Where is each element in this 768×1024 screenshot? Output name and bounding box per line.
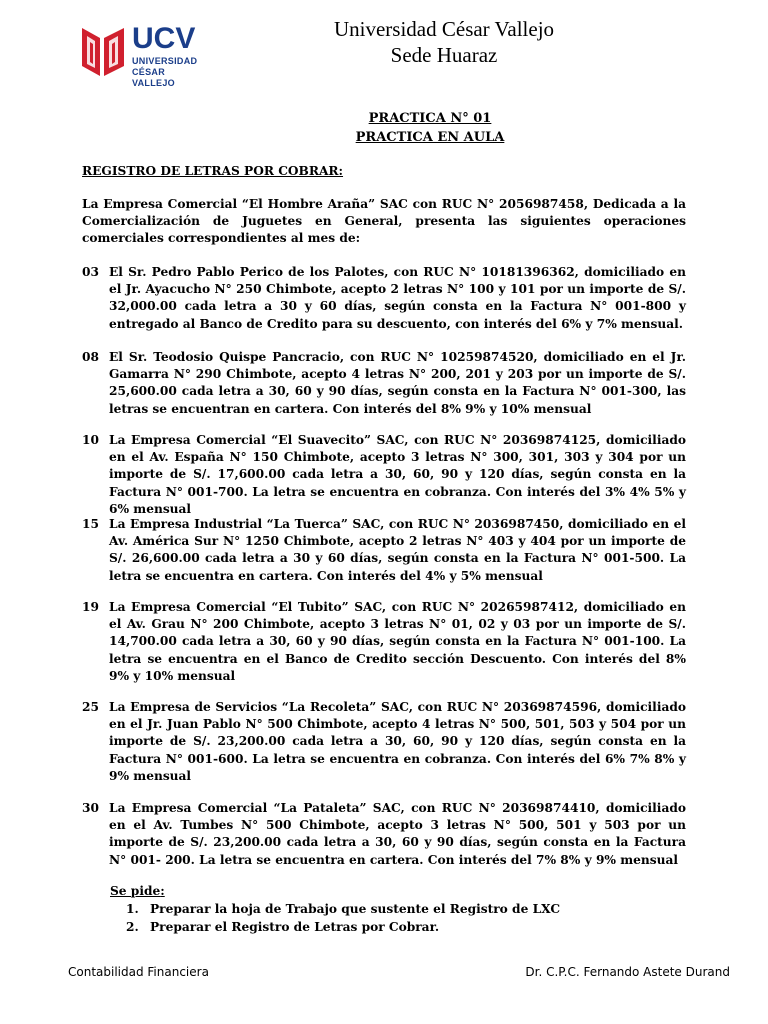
operation-text: La Empresa de Servicios “La Recoleta” SAC, con RUC N° 20369874596, domiciliado en el Jr. Juan Pablo N° 500 Chimbote, acepto 4 letras N° 500, 501, 503 y 504 por un importe de S/. 23,200.00 cada letra a 30, 60, 90 y 120 días, según consta en la Factura N° 001-600. La letra se encuentra en cobranza. Con interés del 6% 7% 8% y 9% mensual xyxy=(109,700,686,783)
intro-paragraph: La Empresa Comercial “El Hombre Araña” SAC con RUC N° 2056987458, Dedicada a la Comercialización de Juguetes en General, presenta las siguientes operaciones comerciales correspondientes al mes de: xyxy=(82,197,686,246)
requirements-heading xyxy=(110,884,165,898)
requirement-text: Preparar el Registro de Letras por Cobrar. xyxy=(150,919,440,934)
operation-item xyxy=(82,432,686,518)
logo-subtitle-line2: CÉSAR VALLEJO xyxy=(132,67,175,88)
operation-text: La Empresa Industrial “La Tuerca” SAC, con RUC N° 2036987450, domiciliado en el Av. América Sur N° 1250 Chimbote, acepto 2 letras N° 403 y 404 por un importe de S/. 26,600.00 cada letra a 30 y 60 días, según consta en la Factura N° 001-500. La letra se encuentra en cartera. Con interés del 4% y 5% mensual xyxy=(109,517,686,583)
operation-day: 25 xyxy=(82,700,99,714)
logo-subtitle-line1: UNIVERSIDAD xyxy=(132,56,198,66)
university-name: Universidad César Vallejo xyxy=(333,17,555,41)
ucv-logo xyxy=(80,22,198,88)
operation-day: 08 xyxy=(82,350,99,364)
requirement-number: 1. xyxy=(126,902,139,916)
requirement-text: Preparar la hoja de Trabajo que sustente el Registro de LXC xyxy=(150,902,561,916)
operation-item xyxy=(82,699,686,785)
operation-text: El Sr. Teodosio Quispe Pancracio, con RUC N° 10259874520, domiciliado en el Jr. Gamarra N° 290 Chimbote, acepto 4 letras N° 200, 201 y 203 por un importe de S/. 25,600.00 cada letra a 30, 60 y 90 días, según consta en la Factura N° 001-300, las letras se encuentran en cartera. Con interés del 8% 9% y 10% mensual xyxy=(109,350,686,416)
operation-day: 03 xyxy=(82,265,99,279)
operation-text: La Empresa Comercial “El Tubito” SAC, con RUC N° 20265987412, domiciliado en el Av. Grau N° 200 Chimbote, acepto 3 letras N° 01, 02 y 03 por un importe de S/. 14,700.00 cada letra a 30, 60 y 90 días, según consta en la Factura N° 001-100. La letra se encuentra en el Banco de Credito sección Descuento. Con interés del 8% 9% y 10% mensual xyxy=(109,600,686,683)
requirement-number: 2. xyxy=(126,919,139,934)
requirements-label: Se pide xyxy=(110,884,161,898)
operation-text: La Empresa Comercial “El Suavecito” SAC, con RUC N° 20369874125, domiciliado en el Av. España N° 150 Chimbote, acepto 3 letras N° 300, 301, 303 y 304 por un importe de S/. 17,600.00 cada letra a 30, 60, 90 y 120 días, según consta en la Factura N° 001-700. La letra se encuentra en cobranza. Con interés del 3% 4% 5% y 6% mensual xyxy=(109,433,686,516)
university-heading xyxy=(314,16,574,68)
ucv-logo-mark-icon xyxy=(80,24,126,80)
operation-day: 15 xyxy=(82,517,99,531)
university-campus: Sede Huaraz xyxy=(390,43,498,67)
requirement-item xyxy=(126,901,560,919)
operation-item xyxy=(82,800,686,869)
practice-type-title: PRACTICA EN AULA xyxy=(355,130,505,145)
operation-text: El Sr. Pedro Pablo Perico de los Palotes, con RUC N° 10181396362, domiciliado en el Jr. Ayacucho N° 250 Chimbote, acepto 2 letras N° 100 y 101 por un importe de S/. 32,000.00 cada letra a 30 y 60 días, según consta en la Factura N° 001-800 y entregado al Banco de Credito para su descuento, con interés del 6% y 7% mensual. xyxy=(109,265,686,331)
operation-day: 30 xyxy=(82,801,99,815)
logo-text: UCV xyxy=(132,22,196,55)
logo-subtitle xyxy=(132,56,197,89)
operation-item xyxy=(82,264,686,333)
operation-text: La Empresa Comercial “La Pataleta” SAC, con RUC N° 20369874410, domiciliado en el Av. Tumbes N° 500 Chimbote, acepto 3 letras N° 500, 501 y 503 por un importe de S/. 23,200.00 cada letra a 30, 60 y 90 días, según consta en la Factura N° 001- 200. La letra se encuentra en cartera. Con interés del 7% 8% y 9% mensual xyxy=(109,801,686,867)
operation-item xyxy=(82,516,686,585)
footer-author: Dr. C.P.C. Fernando Astete Durand xyxy=(525,965,730,979)
operation-day: 10 xyxy=(82,433,99,447)
operation-item xyxy=(82,599,686,685)
section-heading: REGISTRO DE LETRAS POR COBRAR: xyxy=(82,164,344,178)
operation-item xyxy=(82,349,686,418)
operation-day: 19 xyxy=(82,600,99,614)
requirement-item xyxy=(126,919,560,937)
footer-course: Contabilidad Financiera xyxy=(68,965,209,979)
requirements-list xyxy=(126,901,560,936)
requirements-label-colon: : xyxy=(160,884,165,898)
practice-number-title: PRACTICA N° 01 xyxy=(368,111,492,126)
